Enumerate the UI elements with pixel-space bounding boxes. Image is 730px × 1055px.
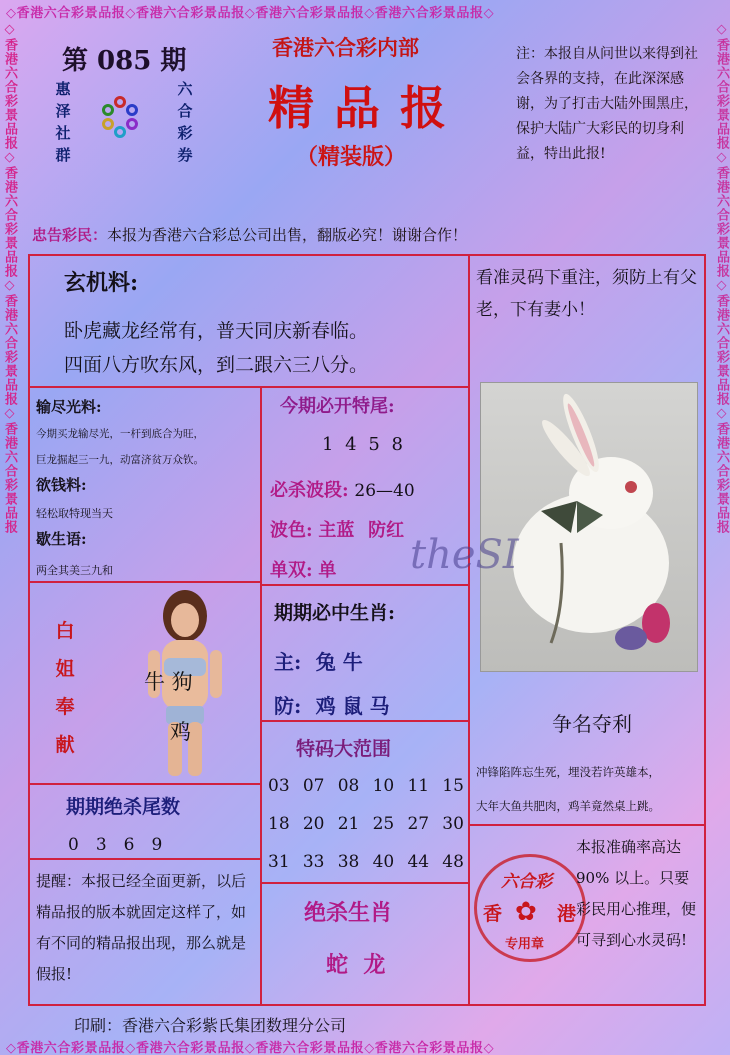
range-title: 特码大范围 xyxy=(296,738,392,760)
range-cell: 07 xyxy=(302,776,325,796)
kill-zodiac-title: 绝杀生肖 xyxy=(304,900,393,926)
stamp-bauhinia-icon: ✿ xyxy=(515,897,537,927)
special-tail-title: 今期必开特尾: xyxy=(280,396,395,417)
range-cell: 31 xyxy=(268,852,290,872)
xiesheng-title: 歇生语: xyxy=(36,530,87,548)
logo-char: 群 xyxy=(55,146,71,164)
model-overlay-2: 鸡 xyxy=(170,720,191,744)
bosha-value: 26—40 xyxy=(354,481,415,501)
kill-tail-title: 期期绝杀尾数 xyxy=(66,796,181,818)
bose-label: 波色: xyxy=(270,520,313,541)
border-bottom: ◇香港六合彩景品报◇香港六合彩景品报◇香港六合彩景品报◇香港六合彩景品报◇ xyxy=(6,1041,495,1055)
bosha-label: 必杀波段: xyxy=(270,480,349,501)
range-cell: 38 xyxy=(337,852,360,872)
zodiac-guard-value: 鸡 鼠 马 xyxy=(315,694,390,718)
yuqian-title: 欲钱料: xyxy=(36,476,87,494)
bose-main: 主蓝 xyxy=(318,520,355,541)
range-cell: 40 xyxy=(372,852,395,872)
divider xyxy=(260,584,470,586)
divider xyxy=(468,824,706,826)
divider xyxy=(468,826,470,1006)
official-stamp xyxy=(474,854,586,962)
zodiac-main-value: 兔 牛 xyxy=(315,650,363,674)
rabbit-photo xyxy=(480,382,698,672)
border-top: ◇香港六合彩景品报◇香港六合彩景品报◇香港六合彩景品报◇香港六合彩景品报◇ xyxy=(6,6,495,21)
divider xyxy=(28,581,262,583)
range-cell: 21 xyxy=(337,814,360,834)
baijie-char: 奉 xyxy=(55,696,75,718)
edition: （精装版） xyxy=(296,144,407,170)
right-lower-poem1: 冲锋陷阵忘生死，埋没若许英雄本， xyxy=(476,765,660,779)
shuqin-title: 输尽光料: xyxy=(36,398,102,416)
logo-char: 券 xyxy=(177,146,193,164)
logo-char: 泽 xyxy=(55,102,71,120)
danshuang-line xyxy=(270,556,336,582)
logo-char: 合 xyxy=(177,102,193,120)
logo-right-column xyxy=(170,78,200,166)
zodiac-title: 期期必中生肖: xyxy=(274,602,396,624)
range-cell: 18 xyxy=(268,814,290,834)
zodiac-main xyxy=(274,646,363,675)
bose-line xyxy=(270,516,404,542)
range-cell: 44 xyxy=(407,852,430,872)
divider xyxy=(28,386,470,388)
danshuang-value: 单 xyxy=(318,560,337,581)
range-cell: 03 xyxy=(268,776,290,796)
stamp-bottom: 专用章 xyxy=(505,937,545,952)
range-cell: 11 xyxy=(407,776,430,796)
header-notice: 注：本报自从问世以来得到社会各界的支持，在此深深感谢，为了打击大陆外围黑庄，保护大陆广大彩民的切身利益，特出此报! xyxy=(516,46,698,162)
baijie-column xyxy=(50,612,80,764)
reminder-text: 提醒：本报已经全面更新，以后精品报的版本就固定这样了，如有不同的精品报出现，那么就是假报! xyxy=(36,872,247,983)
range-cell: 27 xyxy=(407,814,430,834)
zodiac-guard xyxy=(274,690,390,719)
footer-print: 印刷：香港六合彩紫氏集团数理分公司 xyxy=(74,1016,347,1035)
department-name: 香港六合彩内部 xyxy=(272,35,419,60)
range-cell: 15 xyxy=(442,776,464,796)
logo-left-column xyxy=(48,78,78,166)
xuanji-title: 玄机料: xyxy=(64,270,139,296)
divider xyxy=(28,858,262,860)
range-cell: 10 xyxy=(372,776,395,796)
warning-line xyxy=(32,224,467,245)
stamp-left: 香 xyxy=(483,903,503,925)
shuqin-line2: 巨龙掘起三一九，动富济贫万众钦。 xyxy=(36,454,204,466)
divider xyxy=(260,386,262,1006)
divider xyxy=(260,720,470,722)
zodiac-guard-label: 防: xyxy=(274,694,302,718)
stamp-top: 六合彩 xyxy=(501,872,552,892)
top-right-text: 看准灵码下重注，须防上有父老，下有妻小！ xyxy=(476,268,697,320)
range-grid xyxy=(268,776,464,890)
logo-char: 惠 xyxy=(55,80,71,98)
warning-text: 本报为香港六合彩总公司出售，翻版必究！谢谢合作！ xyxy=(107,226,468,244)
kill-zodiac-value: 蛇 龙 xyxy=(326,952,386,978)
border-right: ◇香港六合彩景品报◇香港六合彩景品报◇香港六合彩景品报◇香港六合彩景品报 xyxy=(714,22,729,534)
baijie-char: 白 xyxy=(55,620,75,642)
range-cell: 33 xyxy=(302,852,325,872)
logo-char: 六 xyxy=(177,80,193,98)
zodiac-main-label: 主: xyxy=(274,650,302,674)
right-lower-title: 争名夺利 xyxy=(552,712,632,736)
lottery-logo-icon xyxy=(100,96,144,140)
accuracy-text: 本报准确率高达 90% 以上。只要彩民用心推理，便可寻到心水灵码! xyxy=(576,838,697,949)
issue-number: 第 085 期 xyxy=(62,46,187,76)
main-title: 精 品 报 xyxy=(268,81,449,135)
kill-tail-nums: 0 3 6 9 xyxy=(68,835,163,855)
xuanji-line1: 卧虎藏龙经常有，普天同庆新春临。 xyxy=(64,320,369,342)
shuqin-line1: 今期买龙输尽光，一杆到底合为旺， xyxy=(36,428,204,440)
range-cell: 30 xyxy=(442,814,464,834)
range-row xyxy=(268,852,464,890)
rabbit-icon xyxy=(481,383,697,671)
yuqian-text: 轻松取特现当天 xyxy=(36,507,113,520)
range-cell: 20 xyxy=(302,814,325,834)
right-lower-poem2: 大年大鱼共肥肉，鸡羊竟然桌上跳。 xyxy=(476,799,660,813)
bosha-line xyxy=(270,476,415,502)
special-tail-nums: 1 4 5 8 xyxy=(322,434,403,455)
logo-char: 社 xyxy=(55,124,71,142)
xiesheng-text: 两全其美三九和 xyxy=(36,564,113,577)
warning-label: 忠告彩民： xyxy=(32,226,108,244)
baijie-char: 献 xyxy=(55,734,75,756)
range-cell: 48 xyxy=(442,852,464,872)
xuanji-line2: 四面八方吹东风，到二跟六三八分。 xyxy=(64,354,369,376)
model-overlay-1: 牛 狗 xyxy=(144,670,193,694)
watermark: theSI xyxy=(410,532,519,578)
range-cell: 25 xyxy=(372,814,395,834)
range-cell: 08 xyxy=(337,776,360,796)
baijie-char: 姐 xyxy=(55,658,75,680)
divider xyxy=(28,783,262,785)
range-row xyxy=(268,776,464,814)
logo-char: 彩 xyxy=(177,124,193,142)
stamp-right: 港 xyxy=(557,903,577,925)
range-row xyxy=(268,814,464,852)
bose-guard: 防红 xyxy=(368,520,405,541)
border-left: ◇香港六合彩景品报◇香港六合彩景品报◇香港六合彩景品报◇香港六合彩景品报 xyxy=(2,22,17,534)
danshuang-label: 单双: xyxy=(270,560,313,581)
